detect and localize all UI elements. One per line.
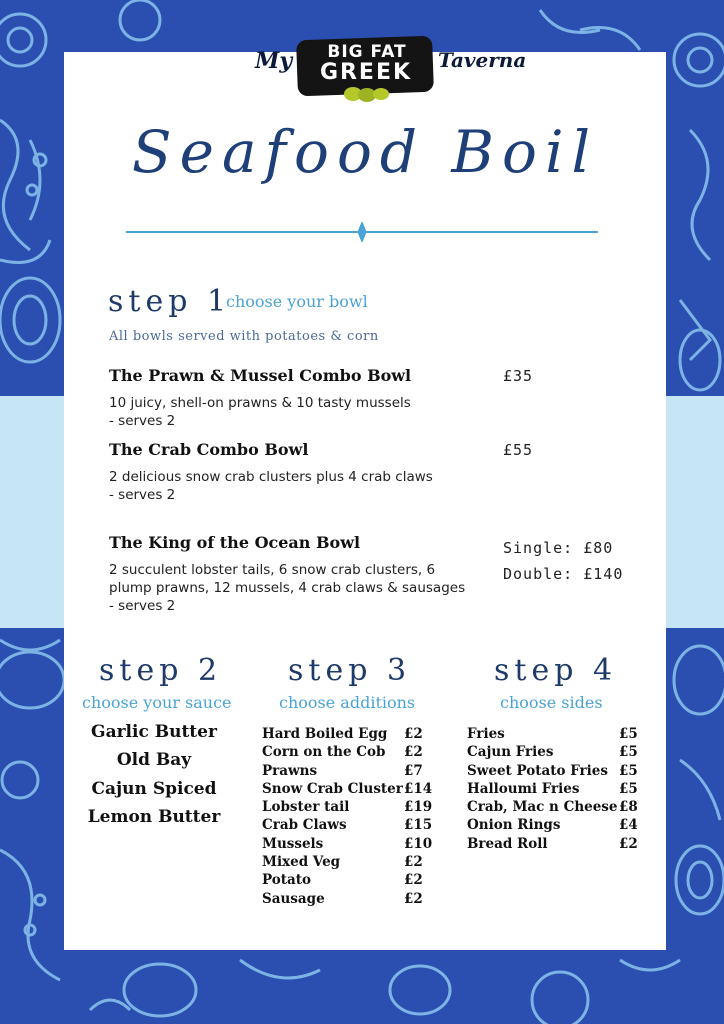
list-item: Mussels £10: [262, 835, 433, 852]
list-item: Crab Claws £15: [262, 817, 433, 834]
list-item: Corn on the Cob £2: [262, 744, 423, 761]
list-item: Cajun Fries £5: [467, 744, 638, 761]
bowl-description: 2 delicious snow crab clusters plus 4 crab claws - serves 2: [109, 469, 433, 503]
logo-my: My: [255, 48, 293, 74]
bowl-name: The King of the Ocean Bowl: [109, 533, 361, 552]
bowl-note: All bowls served with potatoes & corn: [109, 329, 379, 344]
list-item: Lobster tail £19: [262, 799, 433, 816]
bowl-description: 2 succulent lobster tails, 6 snow crab clusters, 6 plump prawns, 12 mussels, 4 crab claws & sausages - serves 2: [109, 562, 466, 614]
list-item: Sausage £2: [262, 890, 423, 907]
sauce-item: Old Bay: [116, 750, 192, 770]
list-item: Snow Crab Cluster £14: [262, 780, 433, 797]
list-item: Crab, Mac n Cheese £8: [467, 799, 638, 816]
logo-taverna: Taverna: [438, 48, 527, 72]
list-item: Mixed Veg £2: [262, 854, 423, 871]
list-item: Sweet Potato Fries £5: [467, 762, 638, 779]
sauce-item: Lemon Butter: [87, 807, 221, 827]
bowl-name: The Crab Combo Bowl: [109, 440, 309, 459]
bowl-price: £55: [503, 441, 534, 459]
bowl-price: £35: [503, 367, 534, 385]
list-item: Prawns £7: [262, 762, 423, 779]
sauce-item: Garlic Butter: [91, 722, 217, 742]
page-title: Seafood Boil: [131, 118, 599, 186]
list-item: Hard Boiled Egg £2: [262, 726, 423, 742]
step2-subheading: choose your sauce: [82, 693, 232, 712]
bowl-price-double: Double: £140: [503, 565, 624, 583]
step2-heading: step 2: [99, 653, 223, 688]
logo-greek: GREEK: [319, 60, 413, 85]
bowl-name: The Prawn & Mussel Combo Bowl: [109, 366, 412, 385]
title-divider: [126, 222, 598, 242]
list-item: Fries £5: [467, 726, 638, 742]
step4-subheading: choose sides: [500, 693, 603, 712]
olives-icon: [341, 84, 391, 104]
list-item: Halloumi Fries £5: [467, 780, 638, 797]
brand-logo: [255, 38, 525, 108]
step1-subheading: choose your bowl: [226, 292, 368, 311]
list-item: Bread Roll £2: [467, 835, 638, 852]
step3-subheading: choose additions: [279, 693, 416, 712]
step1-heading: step 1: [108, 284, 232, 319]
list-item: Potato £2: [262, 872, 423, 889]
bowl-description: 10 juicy, shell-on prawns & 10 tasty mussels - serves 2: [109, 395, 411, 429]
bowl-price-single: Single: £80: [503, 539, 614, 557]
sauce-item: Cajun Spiced: [91, 779, 217, 799]
sides-list: [467, 726, 639, 854]
additions-list: [262, 726, 433, 909]
list-item: Onion Rings £4: [467, 817, 638, 834]
step3-heading: step 3: [288, 653, 412, 688]
step4-heading: step 4: [494, 653, 618, 688]
logo-big-fat: BIG FAT: [327, 42, 407, 62]
